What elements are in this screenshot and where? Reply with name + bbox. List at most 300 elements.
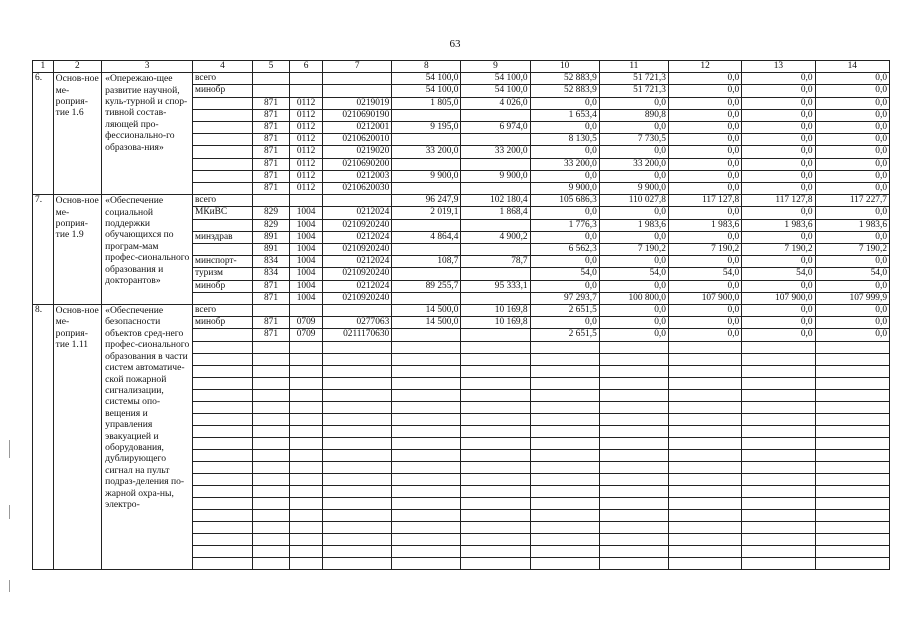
cell-col13: 0,0 (742, 146, 815, 158)
cell-col12: 0,0 (668, 122, 741, 134)
cell-agency: всего (193, 73, 253, 85)
cell-col10 (530, 341, 599, 353)
cell-ministry-code (252, 353, 289, 365)
cell-col10: 0,0 (530, 317, 599, 329)
cell-col8: 96 247,9 (392, 195, 461, 207)
cell-col8 (392, 353, 461, 365)
cell-ministry-code (252, 437, 289, 449)
cell-section-code (290, 377, 323, 389)
cell-target-code (323, 521, 392, 533)
row-number: 8. (33, 305, 54, 570)
cell-col13: 0,0 (742, 305, 815, 317)
cell-ministry-code (252, 341, 289, 353)
cell-col8 (392, 341, 461, 353)
cell-agency (193, 365, 253, 377)
cell-section-code (290, 497, 323, 509)
cell-col13: 0,0 (742, 317, 815, 329)
cell-agency (193, 377, 253, 389)
page-number: 63 (449, 38, 461, 50)
cell-col14 (815, 365, 889, 377)
cell-section-code (290, 521, 323, 533)
cell-col12: 0,0 (668, 317, 741, 329)
cell-section-code: 1004 (290, 244, 323, 256)
cell-col9 (461, 365, 530, 377)
cell-agency (193, 146, 253, 158)
cell-col10: 0,0 (530, 207, 599, 219)
cell-section-code: 1004 (290, 207, 323, 219)
cell-section-code (290, 557, 323, 569)
cell-col12 (668, 341, 741, 353)
cell-col8 (392, 183, 461, 195)
cell-agency: МКиВС (193, 207, 253, 219)
cell-col8: 2 019,1 (392, 207, 461, 219)
cell-ministry-code: 834 (252, 256, 289, 268)
cell-col13: 0,0 (742, 280, 815, 292)
cell-ministry-code (252, 533, 289, 545)
column-header: 1 (33, 61, 54, 73)
cell-col11: 0,0 (599, 280, 668, 292)
cell-col14: 7 190,2 (815, 244, 889, 256)
cell-col8: 4 864,4 (392, 231, 461, 243)
cell-col9: 10 169,8 (461, 305, 530, 317)
cell-ministry-code: 871 (252, 292, 289, 304)
event-description: «Опережаю-щее развитие научной, куль-турной и спор-тивной состав-ляющей про-фессионально-го образова-ния» (102, 73, 193, 195)
cell-col9: 4 026,0 (461, 97, 530, 109)
cell-col8 (392, 401, 461, 413)
cell-col10: 105 686,3 (530, 195, 599, 207)
cell-section-code (290, 533, 323, 545)
cell-col9 (461, 521, 530, 533)
cell-target-code: 0210920240 (323, 219, 392, 231)
cell-col14 (815, 461, 889, 473)
cell-agency (193, 461, 253, 473)
cell-col12 (668, 509, 741, 521)
cell-col13: 54,0 (742, 268, 815, 280)
cell-col9 (461, 377, 530, 389)
cell-target-code (323, 437, 392, 449)
cell-col13 (742, 497, 815, 509)
cell-col8: 54 100,0 (392, 85, 461, 97)
cell-col11: 0,0 (599, 170, 668, 182)
cell-col11 (599, 437, 668, 449)
cell-col10: 8 130,5 (530, 134, 599, 146)
cell-col8 (392, 449, 461, 461)
cell-col14: 0,0 (815, 256, 889, 268)
cell-col10: 54,0 (530, 268, 599, 280)
cell-col12 (668, 425, 741, 437)
cell-col12: 0,0 (668, 158, 741, 170)
cell-section-code (290, 413, 323, 425)
cell-col14: 0,0 (815, 158, 889, 170)
cell-col13: 1 983,6 (742, 219, 815, 231)
cell-col14 (815, 425, 889, 437)
cell-col10 (530, 449, 599, 461)
cell-col11 (599, 377, 668, 389)
cell-col8 (392, 134, 461, 146)
cell-col10 (530, 461, 599, 473)
cell-col12: 1 983,6 (668, 219, 741, 231)
cell-agency (193, 389, 253, 401)
cell-agency (193, 413, 253, 425)
table-row (33, 73, 890, 85)
cell-col11 (599, 509, 668, 521)
cell-col13 (742, 341, 815, 353)
column-header: 2 (53, 61, 102, 73)
cell-col9 (461, 219, 530, 231)
column-header: 14 (815, 61, 889, 73)
cell-col12 (668, 557, 741, 569)
cell-target-code (323, 425, 392, 437)
cell-col11: 54,0 (599, 268, 668, 280)
cell-col12 (668, 473, 741, 485)
cell-target-code: 0212024 (323, 231, 392, 243)
scan-margin-mark (9, 505, 10, 519)
cell-agency (193, 401, 253, 413)
cell-col10: 33 200,0 (530, 158, 599, 170)
cell-section-code (290, 353, 323, 365)
event-description: «Обеспечение безопасности объектов сред-него профес-сионального образования в части систем автоматиче-ской пожарной сигнализации, системы опо-вещения и управления эвакуацией и оборудования, дублирующего сигнал на пульт подраз-деления по-жарной охра-ны, электро- (102, 305, 193, 570)
cell-col10: 0,0 (530, 231, 599, 243)
cell-col12 (668, 401, 741, 413)
cell-target-code (323, 497, 392, 509)
cell-col14: 0,0 (815, 305, 889, 317)
cell-col9: 102 180,4 (461, 195, 530, 207)
cell-col10 (530, 473, 599, 485)
event-description: «Обеспечение социальной поддержки обучающихся по програм-мам профес-сионального образования и докторантов» (102, 195, 193, 305)
cell-section-code: 0112 (290, 134, 323, 146)
cell-col12: 54,0 (668, 268, 741, 280)
cell-col9: 10 169,8 (461, 317, 530, 329)
cell-ministry-code: 871 (252, 146, 289, 158)
column-header: 11 (599, 61, 668, 73)
cell-col11: 51 721,3 (599, 85, 668, 97)
cell-section-code (290, 449, 323, 461)
cell-ministry-code: 871 (252, 329, 289, 341)
cell-col12: 0,0 (668, 109, 741, 121)
cell-section-code: 0112 (290, 183, 323, 195)
cell-col11: 33 200,0 (599, 158, 668, 170)
column-header: 13 (742, 61, 815, 73)
cell-target-code (323, 353, 392, 365)
cell-col8 (392, 109, 461, 121)
cell-col8: 1 805,0 (392, 97, 461, 109)
cell-col13 (742, 461, 815, 473)
cell-col11 (599, 389, 668, 401)
cell-col12 (668, 353, 741, 365)
cell-agency: минобр (193, 317, 253, 329)
cell-col9 (461, 413, 530, 425)
cell-ministry-code (252, 557, 289, 569)
cell-col11: 0,0 (599, 122, 668, 134)
cell-ministry-code: 871 (252, 183, 289, 195)
cell-col10 (530, 521, 599, 533)
cell-section-code: 0112 (290, 109, 323, 121)
cell-col10: 52 883,9 (530, 85, 599, 97)
cell-target-code: 0210690190 (323, 109, 392, 121)
cell-col12: 0,0 (668, 280, 741, 292)
cell-col11 (599, 533, 668, 545)
cell-target-code (323, 341, 392, 353)
cell-col9 (461, 557, 530, 569)
cell-col14 (815, 545, 889, 557)
cell-col8 (392, 425, 461, 437)
cell-col8 (392, 389, 461, 401)
cell-col14: 1 983,6 (815, 219, 889, 231)
cell-ministry-code: 871 (252, 122, 289, 134)
cell-col9 (461, 158, 530, 170)
cell-ministry-code (252, 401, 289, 413)
cell-col14: 0,0 (815, 183, 889, 195)
cell-col10 (530, 497, 599, 509)
cell-col8: 9 900,0 (392, 170, 461, 182)
cell-col12 (668, 437, 741, 449)
cell-col8: 14 500,0 (392, 305, 461, 317)
cell-col13 (742, 473, 815, 485)
cell-col14: 0,0 (815, 109, 889, 121)
cell-target-code (323, 85, 392, 97)
cell-section-code (290, 73, 323, 85)
cell-col12: 0,0 (668, 207, 741, 219)
cell-section-code: 0112 (290, 158, 323, 170)
cell-target-code: 0210920240 (323, 292, 392, 304)
cell-col14 (815, 437, 889, 449)
cell-col11: 0,0 (599, 329, 668, 341)
cell-target-code: 0210620010 (323, 134, 392, 146)
scan-margin-mark (9, 580, 10, 592)
row-number: 7. (33, 195, 54, 305)
cell-col12: 0,0 (668, 85, 741, 97)
cell-col9 (461, 183, 530, 195)
cell-col14 (815, 353, 889, 365)
cell-agency (193, 437, 253, 449)
cell-col12 (668, 377, 741, 389)
cell-ministry-code: 871 (252, 134, 289, 146)
cell-col13 (742, 449, 815, 461)
cell-agency (193, 449, 253, 461)
cell-ministry-code: 871 (252, 158, 289, 170)
cell-ministry-code: 891 (252, 231, 289, 243)
cell-col14 (815, 401, 889, 413)
cell-agency: минздрав (193, 231, 253, 243)
cell-col12: 0,0 (668, 183, 741, 195)
cell-agency: минобр (193, 85, 253, 97)
cell-col10 (530, 353, 599, 365)
cell-col9 (461, 485, 530, 497)
cell-col10: 0,0 (530, 280, 599, 292)
cell-col10: 0,0 (530, 97, 599, 109)
cell-col8 (392, 158, 461, 170)
cell-agency (193, 497, 253, 509)
cell-col13 (742, 533, 815, 545)
cell-col11 (599, 557, 668, 569)
cell-agency: всего (193, 195, 253, 207)
cell-col13: 0,0 (742, 231, 815, 243)
cell-col13 (742, 521, 815, 533)
cell-col8 (392, 557, 461, 569)
cell-agency (193, 109, 253, 121)
cell-col9: 1 868,4 (461, 207, 530, 219)
cell-target-code: 0211170630 (323, 329, 392, 341)
cell-ministry-code (252, 377, 289, 389)
cell-col9: 33 200,0 (461, 146, 530, 158)
cell-ministry-code (252, 85, 289, 97)
cell-ministry-code: 871 (252, 280, 289, 292)
cell-col8 (392, 461, 461, 473)
cell-col12: 107 900,0 (668, 292, 741, 304)
cell-target-code: 0210920240 (323, 244, 392, 256)
cell-col9 (461, 497, 530, 509)
cell-col10: 2 651,5 (530, 329, 599, 341)
cell-col8 (392, 533, 461, 545)
cell-col9 (461, 109, 530, 121)
cell-col12 (668, 365, 741, 377)
cell-target-code (323, 557, 392, 569)
cell-col8: 89 255,7 (392, 280, 461, 292)
cell-col11 (599, 425, 668, 437)
cell-col13: 0,0 (742, 85, 815, 97)
cell-section-code (290, 485, 323, 497)
cell-col12 (668, 485, 741, 497)
cell-col8 (392, 545, 461, 557)
cell-col8: 108,7 (392, 256, 461, 268)
cell-target-code (323, 365, 392, 377)
cell-ministry-code (252, 497, 289, 509)
cell-agency (193, 353, 253, 365)
cell-ministry-code (252, 195, 289, 207)
row-number: 6. (33, 73, 54, 195)
cell-section-code: 1004 (290, 292, 323, 304)
cell-col8: 54 100,0 (392, 73, 461, 85)
cell-ministry-code (252, 73, 289, 85)
cell-col9: 54 100,0 (461, 73, 530, 85)
cell-agency (193, 134, 253, 146)
cell-target-code: 0210920240 (323, 268, 392, 280)
cell-ministry-code (252, 305, 289, 317)
cell-col10: 0,0 (530, 256, 599, 268)
cell-col8 (392, 521, 461, 533)
budget-table (32, 60, 890, 570)
cell-col8 (392, 437, 461, 449)
cell-col11: 110 027,8 (599, 195, 668, 207)
cell-col13: 0,0 (742, 109, 815, 121)
cell-col11 (599, 413, 668, 425)
cell-target-code (323, 485, 392, 497)
cell-col8 (392, 473, 461, 485)
cell-target-code: 0212001 (323, 122, 392, 134)
cell-col14 (815, 449, 889, 461)
cell-col8 (392, 509, 461, 521)
cell-col9 (461, 401, 530, 413)
cell-ministry-code (252, 461, 289, 473)
cell-ministry-code: 829 (252, 219, 289, 231)
cell-col14 (815, 497, 889, 509)
cell-col10: 52 883,9 (530, 73, 599, 85)
cell-agency (193, 122, 253, 134)
cell-target-code: 0212024 (323, 256, 392, 268)
cell-col9: 78,7 (461, 256, 530, 268)
cell-agency: туризм (193, 268, 253, 280)
cell-target-code: 0210690200 (323, 158, 392, 170)
cell-col14 (815, 389, 889, 401)
cell-col10 (530, 377, 599, 389)
cell-col8 (392, 497, 461, 509)
cell-agency (193, 158, 253, 170)
cell-col11 (599, 485, 668, 497)
cell-agency (193, 292, 253, 304)
cell-col10 (530, 437, 599, 449)
cell-col12: 0,0 (668, 146, 741, 158)
cell-col9 (461, 461, 530, 473)
cell-col11 (599, 461, 668, 473)
cell-section-code (290, 401, 323, 413)
cell-col10: 6 562,3 (530, 244, 599, 256)
cell-ministry-code (252, 521, 289, 533)
cell-col12 (668, 449, 741, 461)
cell-ministry-code (252, 449, 289, 461)
cell-ministry-code: 871 (252, 97, 289, 109)
cell-col11 (599, 497, 668, 509)
cell-col11 (599, 353, 668, 365)
cell-col13 (742, 425, 815, 437)
cell-col10: 0,0 (530, 146, 599, 158)
cell-target-code (323, 461, 392, 473)
cell-col13: 0,0 (742, 256, 815, 268)
cell-col9 (461, 545, 530, 557)
cell-col13: 0,0 (742, 170, 815, 182)
cell-ministry-code (252, 425, 289, 437)
column-header: 5 (252, 61, 289, 73)
cell-target-code: 0219020 (323, 146, 392, 158)
cell-col14: 0,0 (815, 97, 889, 109)
cell-col13: 0,0 (742, 158, 815, 170)
cell-col13 (742, 377, 815, 389)
cell-agency (193, 183, 253, 195)
cell-ministry-code: 871 (252, 317, 289, 329)
cell-agency: минспорт- (193, 256, 253, 268)
cell-section-code: 0112 (290, 170, 323, 182)
cell-target-code (323, 305, 392, 317)
cell-col8 (392, 292, 461, 304)
cell-col11: 51 721,3 (599, 73, 668, 85)
cell-col12: 0,0 (668, 170, 741, 182)
cell-col13 (742, 365, 815, 377)
cell-col11: 0,0 (599, 97, 668, 109)
cell-col14 (815, 509, 889, 521)
cell-col11: 7 190,2 (599, 244, 668, 256)
cell-col12: 0,0 (668, 329, 741, 341)
cell-target-code (323, 533, 392, 545)
cell-section-code (290, 545, 323, 557)
cell-col14: 0,0 (815, 73, 889, 85)
cell-agency (193, 329, 253, 341)
cell-section-code (290, 195, 323, 207)
cell-col11: 890,8 (599, 109, 668, 121)
cell-col10: 1 776,3 (530, 219, 599, 231)
cell-target-code (323, 195, 392, 207)
column-header: 6 (290, 61, 323, 73)
cell-col14: 0,0 (815, 231, 889, 243)
cell-target-code: 0212003 (323, 170, 392, 182)
cell-col12 (668, 533, 741, 545)
cell-agency (193, 485, 253, 497)
cell-col9: 6 974,0 (461, 122, 530, 134)
cell-col12: 0,0 (668, 256, 741, 268)
cell-section-code (290, 461, 323, 473)
cell-section-code: 1004 (290, 280, 323, 292)
cell-col10: 97 293,7 (530, 292, 599, 304)
cell-target-code: 0277063 (323, 317, 392, 329)
cell-ministry-code (252, 509, 289, 521)
